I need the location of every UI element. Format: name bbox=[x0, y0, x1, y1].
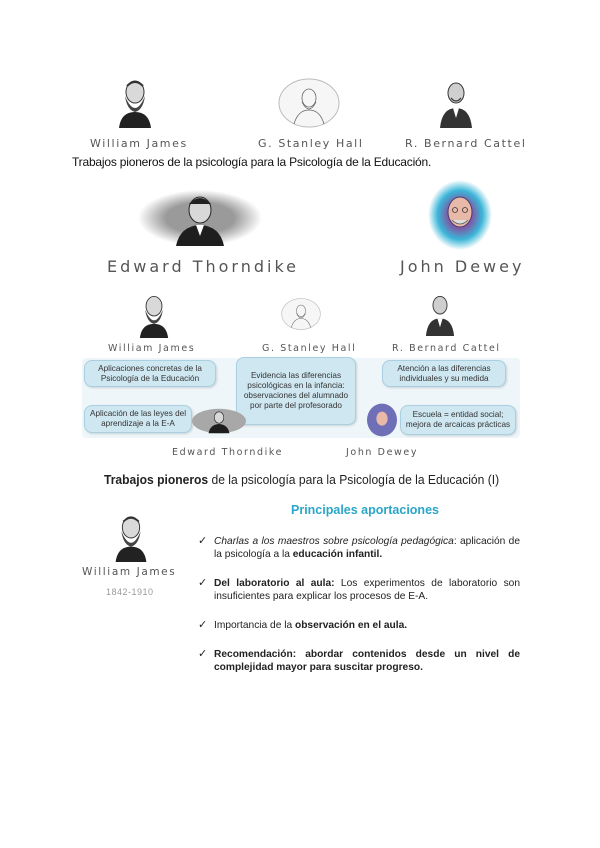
section-title bbox=[104, 472, 499, 487]
section-title-rest: de la psicología para la Psicología de la Educación (I) bbox=[208, 472, 500, 487]
aportacion-4-bold: Recomendación: abordar contenidos desde un nivel de complejidad mayor para suscitar progreso. bbox=[214, 649, 520, 673]
diagram-name-edward-thorndike: Edward Thorndike bbox=[172, 447, 284, 458]
diagram-name-william-james: William James bbox=[108, 343, 196, 354]
aportacion-1-italic: Charlas a los maestros sobre psicología pedagógica bbox=[214, 536, 454, 547]
aportacion-1-bold: educación infantil. bbox=[292, 549, 383, 560]
diagram-name-john-dewey: John Dewey bbox=[346, 447, 419, 458]
aportacion-3-pre: Importancia de la bbox=[214, 620, 295, 631]
top-name-bernard-cattel: R. Bernard Cattel bbox=[405, 137, 527, 150]
checkmark-icon: ✓ bbox=[198, 648, 208, 660]
aportacion-item-3 bbox=[198, 619, 520, 632]
aportacion-3-bold: observación en el aula. bbox=[294, 620, 408, 631]
bubble-dewey-aportacion: Escuela = entidad social; mejora de arcaicas prácticas bbox=[400, 405, 516, 435]
portrait-john-dewey-large bbox=[428, 180, 492, 250]
aportacion-2-bold: Del laboratorio al aula: bbox=[214, 578, 335, 589]
diagram-name-bernard-cattel: R. Bernard Cattel bbox=[392, 343, 501, 354]
diagram-name-stanley-hall: G. Stanley Hall bbox=[262, 343, 357, 354]
checkmark-icon: ✓ bbox=[198, 619, 208, 631]
aportaciones-title: Principales aportaciones bbox=[291, 503, 439, 517]
aportacion-item-4 bbox=[198, 648, 520, 674]
portrait-stanley-hall-top bbox=[278, 78, 340, 128]
checkmark-icon: ✓ bbox=[198, 577, 208, 589]
top-name-william-james: William James bbox=[90, 137, 188, 150]
top-name-stanley-hall: G. Stanley Hall bbox=[258, 137, 364, 150]
aportaciones-list bbox=[198, 535, 520, 690]
aportacion-item-1 bbox=[198, 535, 520, 561]
bubble-cattel-aportacion: Atención a las diferencias individuales y su medida bbox=[382, 360, 506, 387]
portrait-william-james-diagram bbox=[134, 292, 174, 338]
portrait-john-dewey-diagram bbox=[367, 402, 397, 438]
aportacion-1-rest: : aplicación de la psicología a la bbox=[214, 536, 520, 560]
big-name-john-dewey: John Dewey bbox=[400, 257, 525, 276]
portrait-bernard-cattel-top bbox=[436, 78, 476, 128]
portrait-edward-thorndike-large bbox=[138, 190, 262, 246]
bubble-james-aportacion: Aplicaciones concretas de la Psicología de la Educación bbox=[84, 360, 216, 387]
bubble-hall-aportacion: Evidencia las diferencias psicológicas en la infancia: observaciones del alumnado por parte del profesorado bbox=[236, 357, 356, 425]
portrait-bernard-cattel-diagram bbox=[422, 292, 458, 336]
aportacion-2-rest: Los experimentos de laboratorio son insuficientes para explicar los procesos de E-A. bbox=[214, 578, 520, 602]
aportacion-item-2 bbox=[198, 577, 520, 603]
section-title-bold: Trabajos pioneros bbox=[104, 472, 209, 487]
portrait-william-james-top bbox=[113, 76, 157, 128]
portrait-stanley-hall-diagram bbox=[281, 290, 321, 338]
bubble-thorndike-aportacion: Aplicación de las leyes del aprendizaje a la E-A bbox=[84, 405, 192, 433]
section-person-years: 1842-1910 bbox=[106, 587, 154, 597]
portrait-edward-thorndike-diagram bbox=[192, 405, 246, 437]
portrait-william-james-section bbox=[106, 512, 156, 562]
big-name-edward-thorndike: Edward Thorndike bbox=[107, 257, 299, 276]
caption-trabajos-pioneros: Trabajos pioneros de la psicología para la Psicología de la Educación. bbox=[72, 155, 432, 169]
section-person-name: William James bbox=[82, 566, 177, 578]
checkmark-icon: ✓ bbox=[198, 535, 208, 547]
